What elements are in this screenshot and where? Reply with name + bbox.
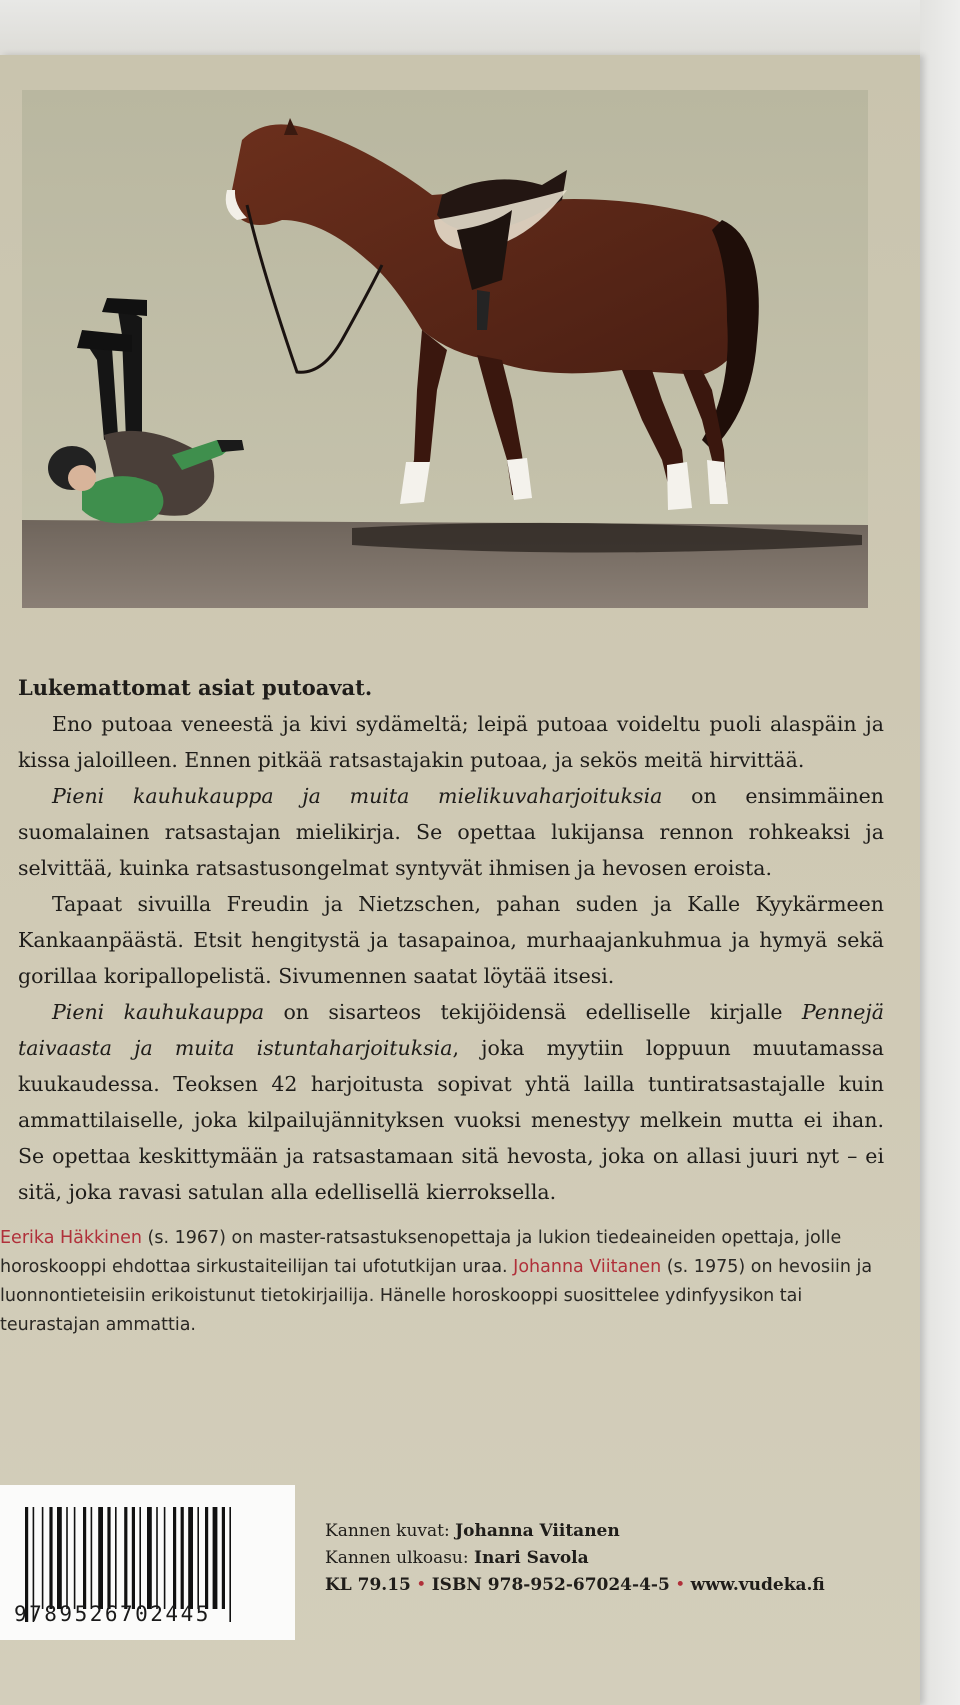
author-name-2: Johanna Viitanen	[513, 1257, 662, 1277]
credits-publication	[325, 1572, 825, 1599]
background-top	[0, 0, 920, 55]
barcode-bar	[83, 1507, 86, 1609]
author-name-1: Eerika Häkkinen	[0, 1228, 142, 1248]
barcode-bar	[132, 1507, 135, 1609]
barcode-number: 9789526702445	[14, 1602, 211, 1626]
barcode-bar	[197, 1507, 199, 1609]
isbn: ISBN 978-952-67024-4-5	[431, 1575, 670, 1595]
barcode-bar	[42, 1507, 44, 1609]
background-right	[920, 0, 960, 1705]
author-bio-1: (s. 1967) on master-ratsastuksenopettaja ja lukion tiedeaineiden opettaja, jolle horoskooppi ehdottaa sirkustaiteilijan tai ufotutkijan uraa.	[0, 1228, 842, 1277]
barcode-bar	[91, 1507, 93, 1609]
barcode-bar	[98, 1507, 103, 1609]
previous-book-title: Pennejä taivaasta ja muita istuntaharjoituksia	[18, 1000, 884, 1060]
blurb-lead: Lukemattomat asiat putoavat.	[18, 675, 373, 700]
barcode-bar	[188, 1507, 193, 1609]
author-bios	[0, 1224, 890, 1340]
barcode-bar	[173, 1507, 176, 1609]
blurb	[18, 670, 884, 1210]
credits-photos: Kannen kuvat: Johanna Viitanen	[325, 1521, 620, 1541]
book-title: Pieni kauhukauppa ja muita mielikuvaharjoituksia	[52, 784, 663, 808]
barcode-bar	[115, 1507, 117, 1609]
barcode-bar	[124, 1507, 127, 1609]
barcode-bar	[107, 1507, 110, 1609]
blurb-paragraph-1: Eno putoaa veneestä ja kivi sydämeltä; leipä putoaa voideltu puoli alaspäin ja kissa jaloilleen. Ennen pitkää ratsastajakin putoaa, ja sekös meitä hirvittää.	[18, 712, 884, 772]
blurb-paragraph-4: Pieni kauhukauppa on sisarteos tekijöidensä edelliselle kirjalle Pennejä taivaasta ja muita istuntaharjoituksia, joka myytiin loppuun muutamassa kuukaudessa. Teoksen 42 harjoitusta sopivat yhtä lailla tuntiratsastajalle kuin ammattilaiselle, joka kilpailujännityksen vuoksi menestyy melkein mutta ei ihan. Se opettaa keskittymään ja ratsastamaan sitä hevosta, joka on allasi juuri nyt – ei sitä, joka ravasi satulan alla edellisellä kierroksella.	[18, 1000, 884, 1204]
barcode-bar	[49, 1507, 52, 1609]
barcode-bar	[205, 1507, 208, 1609]
cover-photo	[22, 90, 868, 608]
separator-dot: •	[416, 1575, 427, 1595]
credits	[325, 1518, 825, 1599]
barcode-bar	[66, 1507, 68, 1609]
barcode-bar	[74, 1507, 76, 1609]
barcode-bar	[57, 1507, 62, 1609]
publisher-website: www.vudeka.fi	[690, 1575, 825, 1595]
barcode-bar	[139, 1507, 141, 1609]
separator-dot: •	[675, 1575, 686, 1595]
credits-layout: Kannen ulkoasu: Inari Savola	[325, 1548, 589, 1568]
blurb-paragraph-3: Tapaat sivuilla Freudin ja Nietzschen, pahan suden ja Kalle Kyykärmeen Kankaanpäästä. Etsit hengitystä ja tasapainoa, murhaajankuhmua ja hymyä sekä gorillaa koripallopelistä. Sivumennen saatat löytää itsesi.	[18, 892, 884, 988]
blurb-paragraph-2: Pieni kauhukauppa ja muita mielikuvaharjoituksia on ensimmäinen suomalainen ratsastajan mielikirja. Se opettaa lukijansa rennon rohkeaksi ja selvittää, kuinka ratsastusongelmat syntyvät ihmisen ja hevosen eroista.	[18, 784, 885, 880]
barcode-bar	[147, 1507, 152, 1609]
library-class: KL 79.15	[325, 1575, 411, 1595]
author-bio-2: (s. 1975) on hevosiin ja luonnontieteisiin erikoistunut tietokirjailija. Hänelle horoskooppi suosittelee ydinfyysikon tai teurastajan ammattia.	[0, 1257, 873, 1335]
barcode-bar	[156, 1507, 158, 1609]
barcode-bar	[181, 1507, 184, 1609]
barcode-bar	[222, 1507, 225, 1609]
barcode-bar	[213, 1507, 218, 1609]
barcode-bar	[164, 1507, 166, 1609]
book-title-short: Pieni kauhukauppa	[52, 1000, 265, 1024]
